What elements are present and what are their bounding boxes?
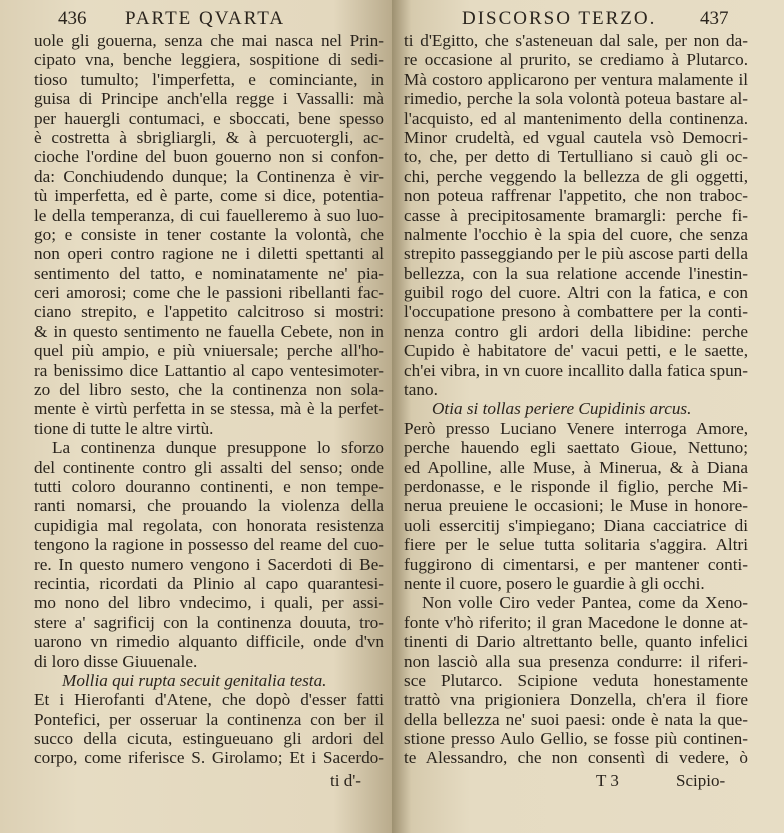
- page-number: 436: [58, 8, 87, 29]
- text-line: trattò vna prigioniera Donzella, ch'era il fiore: [404, 690, 748, 710]
- text-line: tano.: [404, 380, 438, 400]
- catchword: ti d'-: [330, 771, 361, 790]
- text-line: uoli essercitij s'impiegano; Diana cacciatrice di: [404, 515, 748, 535]
- text-line: ciano strepito, e l'appetito calcitroso si mostri:: [34, 302, 384, 322]
- text-line: Minor crudeltà, ed vgual cautela vsò Democri-: [404, 127, 748, 147]
- verse-quote: Mollia qui rupta secuit genitalia testa.: [62, 670, 327, 690]
- text-line: mente è virtù perfetta in se stessa, mà è la perfet-: [34, 399, 384, 419]
- text-line: da: Conchiudendo dunque; la Continenza è vir-: [34, 166, 384, 186]
- text-line: guibil rogo del cuore. Altri con la fatica, e con: [404, 283, 748, 303]
- text-line: to, che, per detto di Tertulliano si cauò gli oc-: [404, 147, 748, 167]
- text-line: go; e consiste in tener costante la volontà, che: [34, 224, 384, 244]
- text-line: mo nono del libro vndecimo, i quali, per assi-: [34, 593, 384, 613]
- text-line: del continente contro gli assalti del senso; onde: [34, 457, 384, 477]
- text-line: l'acquisto, ed al mantenimento della continenza.: [404, 108, 748, 128]
- text-line: l'occupatione presono à combattere per la conti-: [404, 302, 748, 322]
- text-line: stere a' sagrificij con la continenza douuta, tro-: [34, 612, 384, 632]
- text-line: le della temperanza, di cui fauelleremo à suo luo-: [34, 205, 384, 225]
- text-line: stione presso Aulo Gellio, se fosse più continen-: [404, 729, 748, 749]
- text-line: è costretta à sbrigliargli, & à percuotergli, ac-: [34, 127, 384, 147]
- text-line: della bellezza ne' suoi paesi: onde è nata la que-: [404, 709, 748, 729]
- text-line: quel più ampio, e più vniuersale; perche all'ho-: [34, 341, 384, 361]
- text-line: tutti coloro douranno continenti, e non tempe-: [34, 476, 384, 496]
- text-line: nalmente l'occhio è la spia del cuore, che senza: [404, 224, 748, 244]
- text-line: bellezza, con la sua relatione accende l'inestin-: [404, 263, 748, 283]
- page-number: 437: [700, 8, 729, 29]
- text-line: re. In questo numero vengono i Sacerdoti di Be-: [34, 554, 384, 574]
- text-line: re occasione al prurito, se crediamo à Plutarco.: [404, 50, 748, 70]
- text-line: tengono la ragione in possesso del reame del cuo-: [34, 535, 384, 555]
- text-line: chi, perche veggendo la bellezza de gli oggetti,: [404, 166, 748, 186]
- text-line: perdonasse, e le risponde il figlio, perche Mi-: [404, 476, 748, 496]
- text-line: ra benissimo dice Lattantio al capo ventesimoter-: [34, 360, 384, 380]
- catchword: Scipio-: [676, 771, 726, 790]
- right-page: [392, 0, 784, 833]
- text-line: tione di tutte le altre virtù.: [34, 418, 214, 438]
- text-line: succo della cicuta, estingueuano gli ardori del: [34, 729, 384, 749]
- text-line: non lasciò alla sua presenza condurre: il riferi-: [404, 651, 748, 671]
- text-line: tioso tumulto; l'imperfetta, e cominciante, in: [34, 69, 384, 89]
- text-line: Mà costoro applicarono per ventura malamente il: [404, 69, 748, 89]
- text-line: di loro disse Giuuenale.: [34, 651, 198, 671]
- text-line: non poteua raffrenar l'appetito, che non traboc-: [404, 186, 748, 206]
- text-line: fonte v'hò riferito; il gran Macedone le donne at-: [404, 612, 748, 632]
- text-line: Pontefici, per osseruar la continenza con ber il: [34, 709, 384, 729]
- text-line: Però presso Luciano Venere interroga Amore,: [404, 418, 748, 438]
- signature-mark: T 3: [596, 771, 619, 790]
- text-line: sce Plutarco. Scipione veduta honestamente: [404, 670, 748, 690]
- text-line: strepito passeggiando per le più ascose parti della: [404, 244, 748, 264]
- text-line: guisa di Principe anch'ella regge i Vassalli: mà: [34, 89, 384, 109]
- text-line: rimedio, perche la sola volontà poteua bastare al-: [404, 89, 748, 109]
- running-head: DISCORSO TERZO.: [462, 8, 657, 29]
- text-line: La continenza dunque presuppone lo sforzo: [52, 438, 384, 458]
- text-line: ti d'Egitto, che s'asteneuan dal sale, per non da-: [404, 31, 748, 50]
- text-line: cupidigia mal regolata, con honorata resistenza: [34, 515, 384, 535]
- text-line: zo del libro sesto, che la continenza non sola-: [34, 380, 384, 400]
- text-line: tù imperfetta, ed è parte, come si dice, potentia-: [34, 186, 384, 206]
- text-line: Non volle Ciro veder Pantea, come da Xeno-: [422, 593, 748, 613]
- text-line: ed Apolline, alle Muse, à Minerua, & à Diana: [404, 457, 748, 477]
- text-line: fuggirono di cimentarsi, e per mantener conti-: [404, 554, 748, 574]
- text-line: cipato vna, benche leggiera, sospitione di sedi-: [34, 50, 384, 70]
- text-line: tinenti di Dario altrettanto belle, quanto infelici: [404, 632, 748, 652]
- text-line: Et i Hierofanti d'Atene, che dopò d'esser fatti: [34, 690, 384, 710]
- text-line: Cupido è habitatore de' vacui petti, e le saette,: [404, 341, 748, 361]
- text-line: per hauergli contumaci, e sboccati, bene spesso: [34, 108, 384, 128]
- text-line: cioche l'ordine del buon gouerno non si confon-: [34, 147, 384, 167]
- text-line: uole gli gouerna, senza che mai nasca nel Prin-: [34, 31, 384, 50]
- text-line: non operi contro ragione ne i diletti spettanti al: [34, 244, 384, 264]
- text-line: nenza contro gli ardori della libidine: perche: [404, 321, 748, 341]
- text-line: nente il cuore, posero le guardie à gli occhi.: [404, 573, 705, 593]
- text-line: ch'ei vibra, in vn cuore incallito dalla fatica spun-: [404, 360, 748, 380]
- text-line: te Alessandro, che non consentì di vedere, ò: [404, 748, 748, 768]
- text-line: nerua preuiene le occasioni; le Muse in honore-: [404, 496, 748, 516]
- running-head: PARTE QVARTA: [125, 8, 286, 29]
- text-line: corpo, come riferisce S. Girolamo; Et i Sacerdo-: [34, 748, 384, 768]
- text-line: recintia, ricordati da Plinio al capo quarantesi-: [34, 573, 384, 593]
- text-line: uarono vn rimedio alquanto difficile, onde d'vn: [34, 632, 384, 652]
- text-line: fiere per le selue tutta solitaria s'aggira. Altri: [404, 535, 748, 555]
- text-line: ceri amorosi; come che le passioni ribellanti fac-: [34, 283, 384, 303]
- text-line: ranti nomarsi, che prouando la violenza della: [34, 496, 384, 516]
- text-line: & in questo sentimento ne fauella Cebete, non in: [34, 321, 384, 341]
- text-line: sentimento del tatto, e nominatamente ne' pia-: [34, 263, 384, 283]
- text-body: [34, 31, 384, 768]
- text-line: perche hauendo egli saettato Gioue, Nettuno;: [404, 438, 748, 458]
- text-body: [404, 31, 748, 768]
- verse-quote: Otia si tollas periere Cupidinis arcus.: [432, 399, 692, 419]
- text-line: casse à precipitosamente bramargli: perche fi-: [404, 205, 748, 225]
